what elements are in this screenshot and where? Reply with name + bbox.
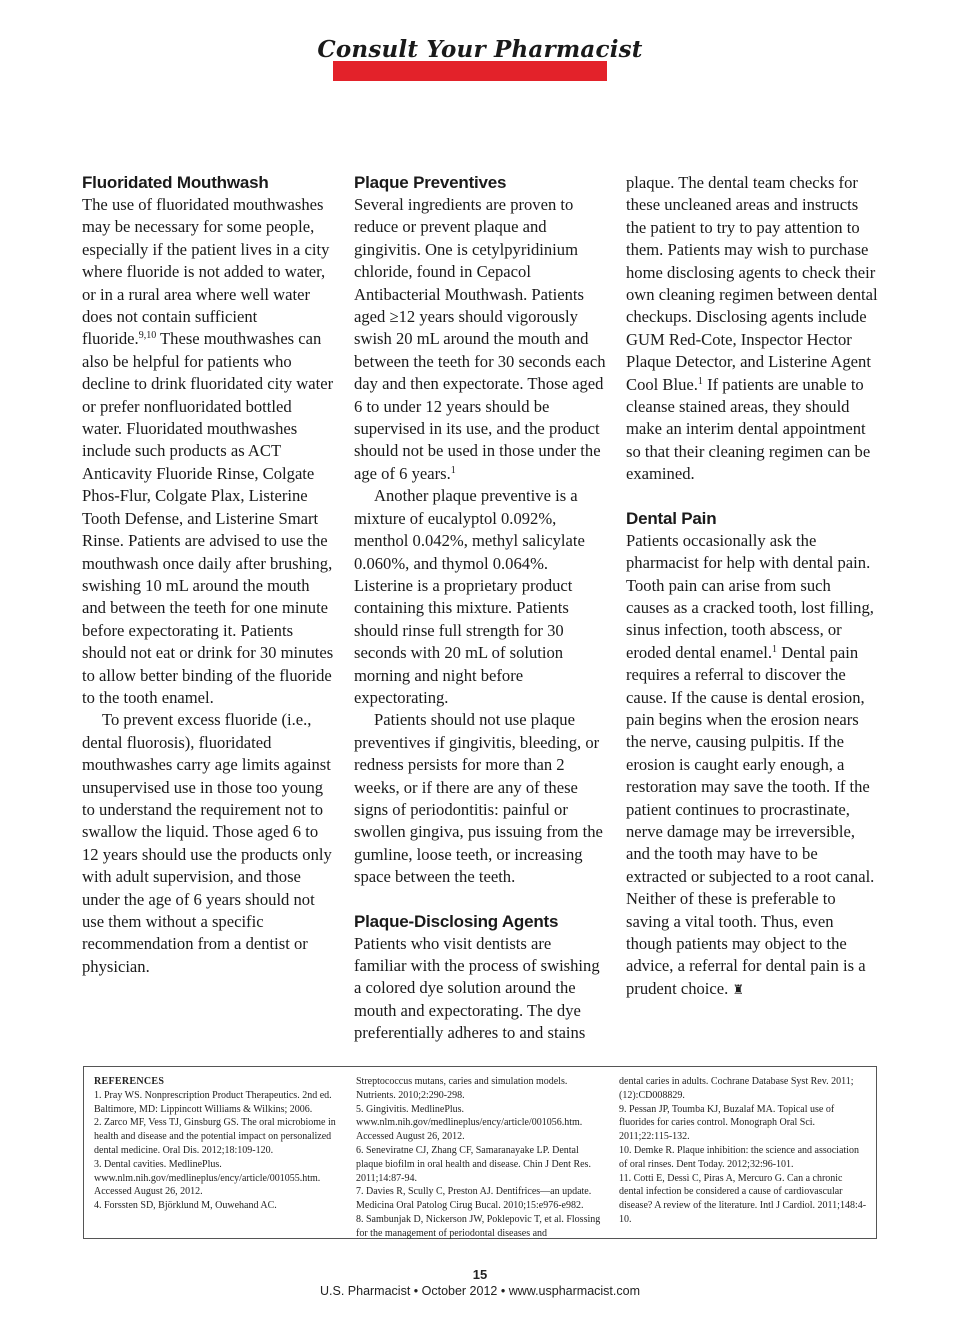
reference-item: 10. Demke R. Plaque inhibition: the science and association of oral rinses. Dent Today. 2012;32:96-101.: [619, 1144, 859, 1170]
page-footer: [0, 1266, 960, 1300]
article-body: [82, 172, 877, 1052]
reference-item: 6. Seneviratne CJ, Zhang CF, Samaranayake LP. Dental plaque biofilm in oral health and disease. Chin J Dent Res. 2011;14:87-94.: [356, 1144, 591, 1184]
references-heading: REFERENCES: [94, 1076, 165, 1087]
heading-plaque-preventives: Plaque Preventives: [354, 173, 507, 192]
page-number: 15: [472, 1267, 488, 1282]
publication-line: U.S. Pharmacist • October 2012 • www.uspharmacist.com: [320, 1284, 640, 1298]
references-column-3: [619, 1075, 869, 1227]
text-column-3: [626, 172, 878, 1001]
header-accent-bar: [333, 61, 607, 81]
paragraph: plaque. The dental team checks for these uncleaned areas and instructs the patient to try to pay attention to them. Patients may wish to purchase home disclosing agents to check their own cleaning regimen between dental checkups. Disclosing agents include GUM Red-Cote, Inspector Hector Plaque Detector, and Listerine Agent Cool Blue.$^1$ If patients are unable to cleanse stained areas, they should make an interim dental appointment so that their cleaning regimen can be examined.: [626, 173, 878, 484]
reference-item: 4. Forssten SD, Björklund M, Ouwehand AC.: [94, 1200, 277, 1212]
citation-superscript: 1: [697, 375, 703, 387]
text-column-2: [354, 172, 606, 1045]
citation-superscript: 1: [772, 643, 778, 655]
reference-item: 8. Sambunjak D, Nickerson JW, Poklepovic T, et al. Flossing for the management of periodontal diseases and: [356, 1213, 601, 1239]
paragraph: Patients who visit dentists are familiar with the process of swishing a colored dye solution around the mouth and expectorating. The dye preferentially adheres to and stains: [354, 933, 600, 1043]
reference-item: 7. Davies R, Scully C, Preston AJ. Dentifrices—an update. Medicina Oral Patolog Cirug Bucal. 2010;15:e976-e982.: [356, 1186, 592, 1212]
end-of-article-icon: ♜: [732, 981, 745, 997]
heading-fluoridated-mouthwash: Fluoridated Mouthwash: [82, 173, 269, 192]
reference-item: dental caries in adults. Cochrane Database Syst Rev. 2011;(12):CD008829.: [619, 1076, 854, 1101]
text-column-1: [82, 172, 334, 978]
citation-superscript: 9,10: [138, 330, 157, 342]
reference-item: 1. Pray WS. Nonprescription Product Therapeutics. 2nd ed. Baltimore, MD: Lippincott Williams & Wilkins; 2006.: [94, 1089, 332, 1115]
reference-item: 9. Pessan JP, Toumba KJ, Buzalaf MA. Topical use of fluorides for caries control. Monograph Oral Sci. 2011;22:115-132.: [619, 1103, 835, 1143]
paragraph: Patients occasionally ask the pharmacist for help with dental pain. Tooth pain can arise from such causes as a cracked tooth, lost filling, sinus infection, tooth abscess, or eroded dental enamel.$^1$ Dental pain requires a referral to discover the cause. If the cause is dental erosion, pain begins when the erosion nears the nerve, causing pulpitis. If the erosion is caught early enough, a restoration may save the tooth. If the patient continues to procrastinate, nerve damage may be irreversible, and the tooth may have to be extracted or subjected to a root canal. Neither of these is preferable to saving a vital tooth. Thus, even though patients may object to the advice, a referral for dental pain is a prudent choice. ♜: [626, 530, 875, 998]
reference-item: 11. Cotti E, Dessì C, Piras A, Mercuro G. Can a chronic dental infection be considered a cause of cardiovascular disease? A review of the literature. Intl J Cardiol. 2011;148:4-10.: [619, 1172, 867, 1225]
references-column-1: [94, 1075, 344, 1213]
paragraph: To prevent excess fluoride (i.e., dental fluorosis), fluoridated mouthwashes carry age limits against unsupervised use in those too young to understand the requirement not to swallow the liquid. Those aged 6 to 12 years should use the products only with adult supervision, and those under the age of 6 years should not use them without a specific recommendation from a dentist or physician.: [82, 710, 332, 976]
paragraph: Several ingredients are proven to reduce or prevent plaque and gingivitis. One is cetylpyridinium chloride, found in Cepacol Antibacterial Mouthwash. Patients aged ≥12 years should vigorously swish 20 mL around the mouth and between the teeth for 30 seconds each day and then expectorate. Those aged 6 to under 12 years should be supervised in its use, and the product should not be used in those under the age of 6 years.$^1$: [354, 195, 606, 483]
reference-item: 2. Zarco MF, Vess TJ, Ginsburg GS. The oral microbiome in health and disease and the potential impact on personalized dental medicine. Oral Dis. 2012;18:109-120.: [94, 1117, 336, 1156]
section-title: Consult Your Pharmacist: [317, 36, 643, 63]
reference-item: Streptococcus mutans, caries and simulation models. Nutrients. 2010;2:290-298.: [356, 1076, 568, 1101]
citation-superscript: 1: [450, 464, 456, 476]
reference-item: 3. Dental cavities. MedlinePlus. www.nlm.nih.gov/medlineplus/ency/article/001055.htm. Accessed August 26, 2012.: [94, 1158, 321, 1198]
references-column-2: [356, 1075, 606, 1241]
heading-plaque-disclosing-agents: Plaque-Disclosing Agents: [354, 911, 559, 931]
paragraph: Patients should not use plaque preventives if gingivitis, bleeding, or redness persists for more than 2 weeks, or if there are any of these signs of periodontitis: painful or swollen gingiva, pus issuing from the gumline, loose teeth, or increasing space between the teeth.: [354, 710, 603, 887]
heading-dental-pain: Dental Pain: [626, 508, 717, 528]
paragraph: The use of fluoridated mouthwashes may be necessary for some people, especially if the patient lives in a city where fluoride is not added to water, or in a rural area where well water does not contain sufficient fluoride.$^{9,10}$ These mouthwashes can also be helpful for patients who decline to drink fluoridated city water or prefer nonfluoridated bottled water. Fluoridated mouthwashes include such products as ACT Anticavity Fluoride Rinse, Colgate Phos-Flur, Colgate Plax, Listerine Tooth Defense, and Listerine Smart Rinse. Patients are advised to use the mouthwash once daily after brushing, swishing 10 mL around the mouth and between the teeth for one minute before expectorating it. Patients should not eat or drink for 30 minutes to allow better binding of the fluoride to the tooth enamel.: [82, 195, 334, 707]
reference-item: 5. Gingivitis. MedlinePlus. www.nlm.nih.gov/medlineplus/ency/article/001056.htm. Accessed August 26, 2012.: [356, 1103, 583, 1143]
page-header: [0, 36, 960, 63]
references-box: [83, 1066, 877, 1239]
paragraph: Another plaque preventive is a mixture of eucalyptol 0.092%, menthol 0.042%, methyl salicylate 0.060%, and thymol 0.064%. Listerine is a proprietary product containing this mixture. Patients should rinse full strength for 30 seconds with 20 mL of solution morning and night before expectorating.: [354, 486, 585, 707]
